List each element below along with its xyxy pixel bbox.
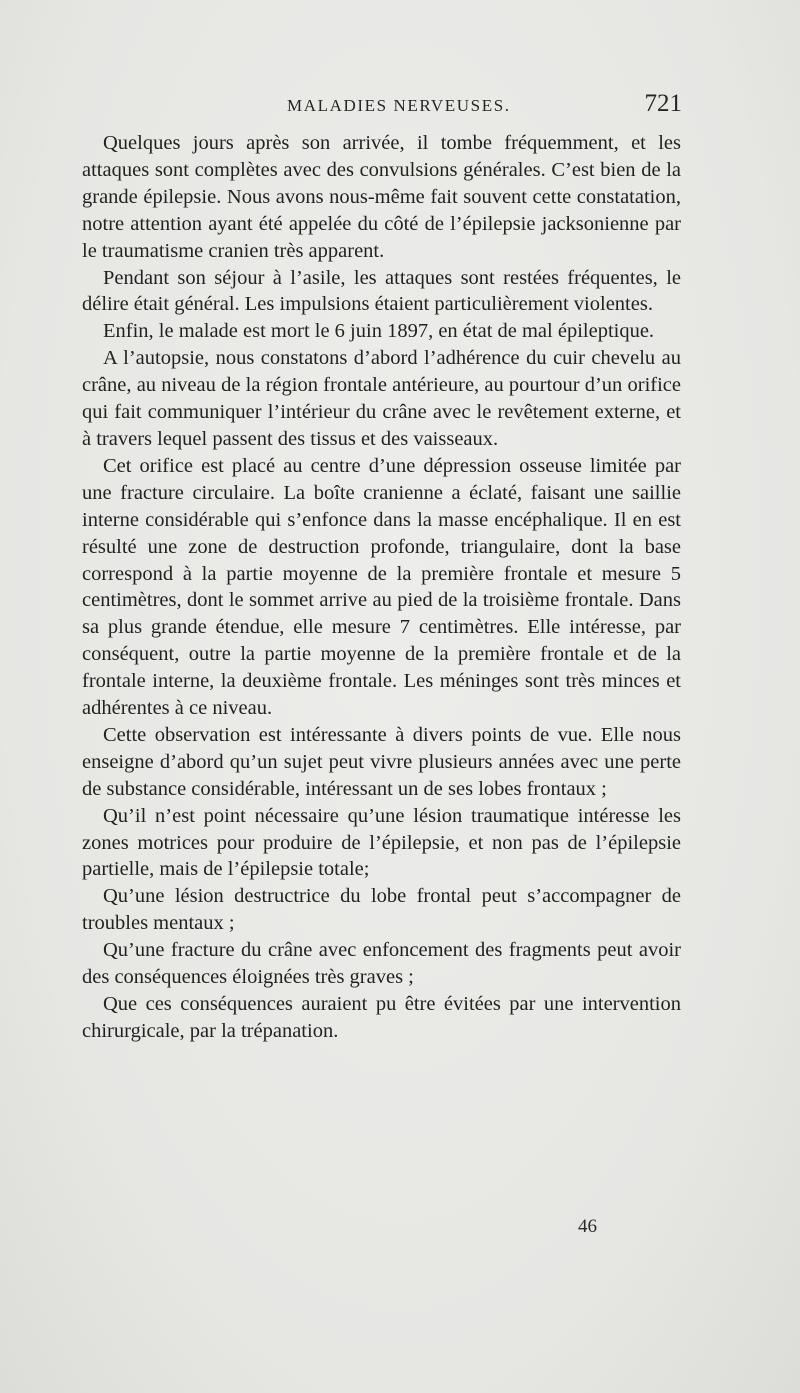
paragraph: Cet orifice est placé au centre d’une dépression osseuse limitée par une fracture circulaire. La boîte cranienne a éclaté, faisant une saillie interne considérable qui s’enfonce dans la masse encéphalique. Il en est résulté une zone de destruction profonde, triangulaire, dont la base correspond à la partie moyenne de la première frontale et mesure 5 centimètres, dont le sommet arrive au pied de la troisième frontale. Dans sa plus grande étendue, elle mesure 7 centimètres. Elle intéresse, par conséquent, outre la partie moyenne de la première frontale et de la frontale interne, la deuxième frontale. Les méninges sont très minces et adhérentes à ce niveau. xyxy=(82,454,681,720)
paragraph: Cette observation est intéressante à divers points de vue. Elle nous enseigne d’abord qu’un sujet peut vivre plusieurs années avec une perte de substance considérable, intéressant un de ses lobes frontaux ; xyxy=(82,723,681,800)
signature-mark: 46 xyxy=(578,1216,597,1237)
paragraph: Qu’une lésion destructrice du lobe frontal peut s’accompagner de troubles mentaux ; xyxy=(82,885,681,935)
page-number: 721 xyxy=(644,90,682,117)
paragraph: A l’autopsie, nous constatons d’abord l’adhérence du cuir chevelu au crâne, au niveau de la région frontale antérieure, au pourtour d’un orifice qui fait communiquer l’intérieur du crâne avec le revêtement externe, et à travers lequel passent des tissus et des vaisseaux. xyxy=(82,347,681,450)
paragraph: Qu’une fracture du crâne avec enfoncement des fragments peut avoir des conséquences éloignées très graves ; xyxy=(82,939,681,989)
body-text xyxy=(82,130,681,1045)
paragraph: Que ces conséquences auraient pu être évitées par une intervention chirurgicale, par la trépanation. xyxy=(82,993,681,1042)
running-title: MALADIES NERVEUSES. xyxy=(287,96,511,115)
paragraph: Enfin, le malade est mort le 6 juin 1897, en état de mal épileptique. xyxy=(103,320,655,343)
paragraph: Pendant son séjour à l’asile, les attaques sont restées fréquentes, le délire était général. Les impulsions étaient particulièrement violentes. xyxy=(82,266,681,316)
paragraph: Qu’il n’est point nécessaire qu’une lésion traumatique intéresse les zones motrices pour produire de l’épilepsie, et non pas de l’épilepsie partielle, mais de l’épilepsie totale; xyxy=(82,804,681,881)
page-header xyxy=(82,90,682,126)
paragraph: Quelques jours après son arrivée, il tombe fréquemment, et les attaques sont complètes avec des convulsions générales. C’est bien de la grande épilepsie. Nous avons nous-même fait souvent cette constatation, notre attention ayant été appelée du côté de l’épilepsie jacksonienne par le traumatisme cranien très apparent. xyxy=(82,132,681,262)
